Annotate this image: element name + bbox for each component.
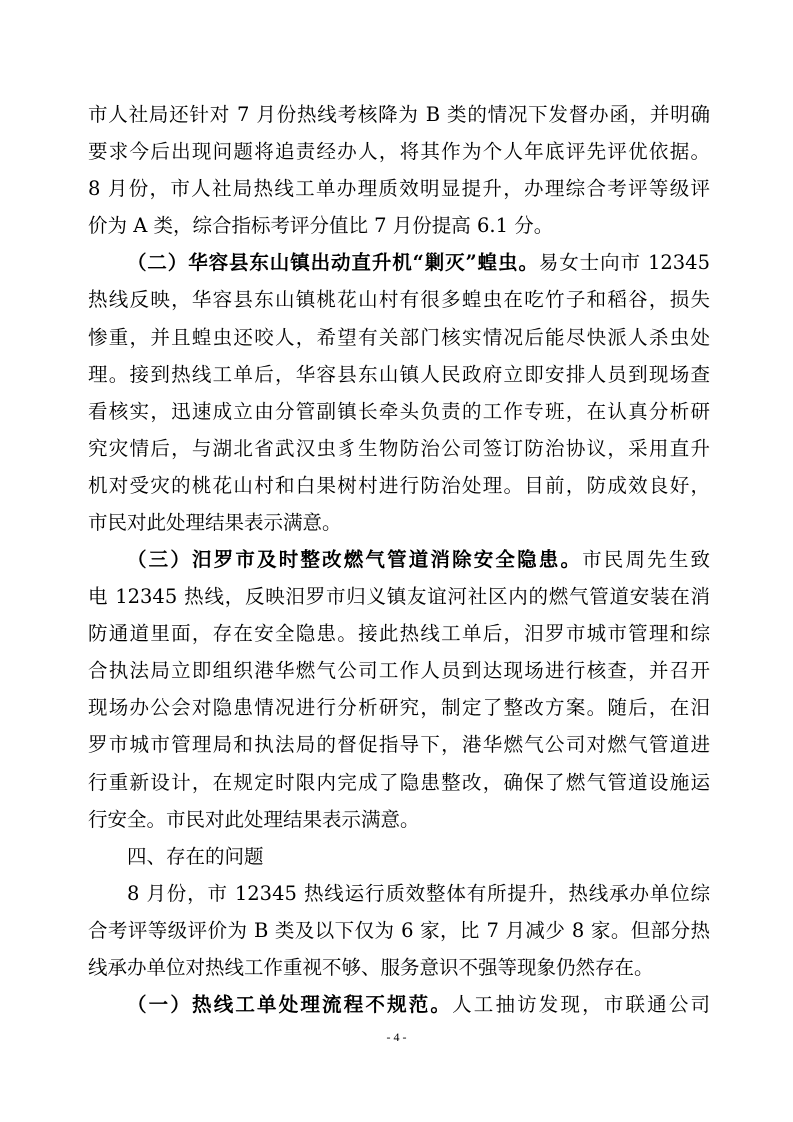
paragraph-text: 市民周先生致 — [582, 548, 710, 571]
paragraph-line: 合考评等级评价为 B 类及以下仅为 6 家，比 7 月减少 8 家。但部分热 — [88, 918, 710, 942]
paragraph-text: 易女士向市 12345 — [538, 251, 710, 275]
subsection-heading: （三）汨罗市及时整改燃气管道消除安全隐患。 — [127, 548, 583, 571]
section-heading: 四、存在的问题 — [127, 844, 264, 868]
page-number: - 4 - — [386, 1030, 407, 1044]
paragraph-line: 电 12345 热线，反映汨罗市归义镇友谊河社区内的燃气管道安装在消 — [88, 585, 710, 609]
paragraph-first-line — [127, 990, 710, 1020]
paragraph-line: 惨重，并且蝗虫还咬人，希望有关部门核实情况后能尽快派人杀虫处 — [88, 325, 710, 349]
paragraph-line: 行重新设计，在规定时限内完成了隐患整改，确保了燃气管道设施运 — [88, 770, 710, 794]
paragraph-line: 究灾情后，与湖北省武汉虫豸生物防治公司签订防治协议，采用直升 — [88, 436, 710, 460]
paragraph-line: 机对受灾的桃花山村和白果树村进行防治处理。目前，防成效良好， — [88, 473, 710, 497]
paragraph-line: 价为 A 类，综合指标考评分值比 7 月份提高 6.1 分。 — [88, 214, 554, 238]
paragraph-line: 市民对此处理结果表示满意。 — [88, 510, 342, 534]
paragraph-text: 人工抽访发现，市联通公司 — [452, 993, 710, 1016]
paragraph-line: 合执法局立即组织港华燃气公司工作人员到达现场进行核查，并召开 — [88, 659, 710, 683]
paragraph-line: 理。接到热线工单后，华容县东山镇人民政府立即安排人员到现场查 — [88, 362, 710, 386]
subsection-heading: （二）华容县东山镇出动直升机“剿灭”蝗虫。 — [127, 251, 539, 275]
paragraph-first-line: 8 月份，市 12345 热线运行质效整体有所提升，热线承办单位综 — [127, 881, 710, 905]
subsection-heading: （一）热线工单处理流程不规范。 — [127, 993, 453, 1016]
paragraph-line: 市人社局还针对 7 月份热线考核降为 B 类的情况下发督办函，并明确 — [88, 103, 710, 126]
paragraph-line: 线承办单位对热线工作重视不够、服务意识不强等现象仍然存在。 — [88, 955, 654, 979]
paragraph-line: 要求今后出现问题将追责经办人，将其作为个人年底评先评优依据。 — [88, 140, 710, 164]
paragraph-line: 罗市城市管理局和执法局的督促指导下，港华燃气公司对燃气管道进 — [88, 733, 710, 757]
paragraph-line: 8 月份，市人社局热线工单办理质效明显提升，办理综合考评等级评 — [88, 177, 710, 201]
paragraph-line: 热线反映，华容县东山镇桃花山村有很多蝗虫在吃竹子和稻谷，损失 — [88, 288, 710, 312]
paragraph-line: 防通道里面，存在安全隐患。接此热线工单后，汨罗市城市管理和综 — [88, 622, 710, 646]
paragraph-first-line — [127, 545, 710, 575]
paragraph-first-line — [127, 248, 710, 278]
paragraph-line: 行安全。市民对此处理结果表示满意。 — [88, 807, 420, 831]
paragraph-line: 看核实，迅速成立由分管副镇长牵头负责的工作专班，在认真分析研 — [88, 399, 710, 423]
paragraph-line: 现场办公会对隐患情况进行分析研究，制定了整改方案。随后，在汨 — [88, 696, 710, 720]
